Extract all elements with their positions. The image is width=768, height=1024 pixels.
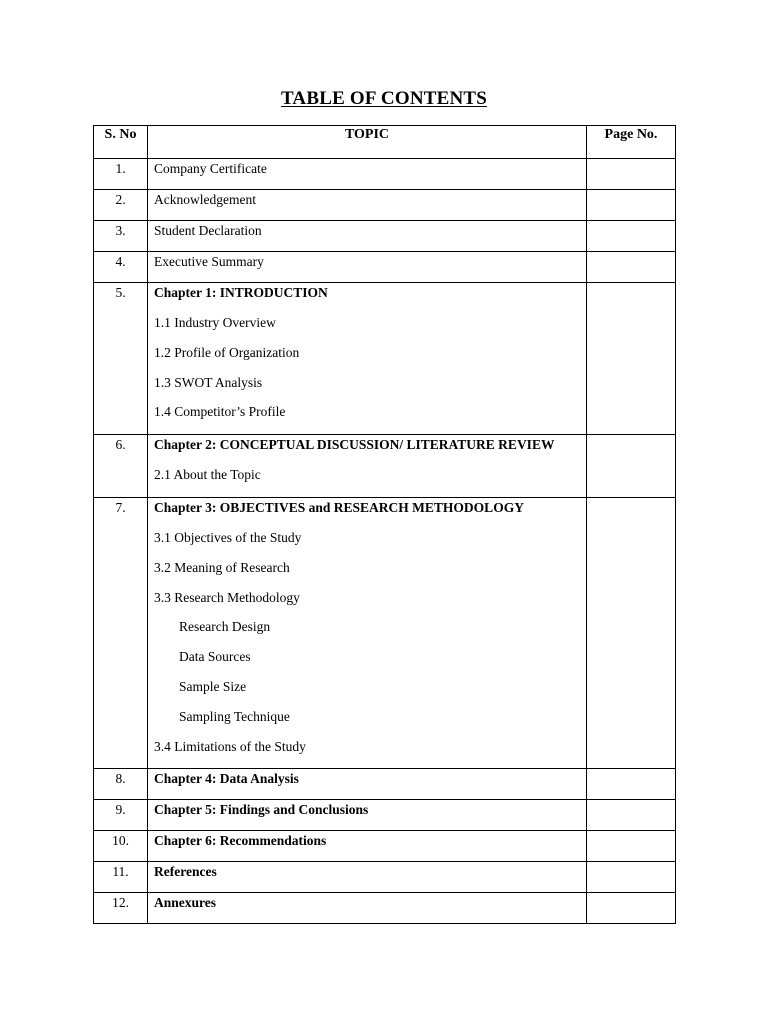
table-row xyxy=(94,769,676,800)
topic-cell xyxy=(148,190,587,221)
toc-body xyxy=(94,159,676,924)
serial-number: 2. xyxy=(94,190,148,221)
topic-item: 1.1 Industry Overview xyxy=(154,315,276,330)
topic-item: 1.2 Profile of Organization xyxy=(154,344,300,360)
page-number-cell xyxy=(587,159,676,190)
subtopic-item: Sample Size xyxy=(179,678,247,694)
page-number-cell xyxy=(587,893,676,924)
chapter-heading: Annexures xyxy=(154,895,217,911)
table-row xyxy=(94,831,676,862)
serial-number: 4. xyxy=(94,252,148,283)
serial-number: 5. xyxy=(94,283,148,435)
toc-header-row xyxy=(94,126,676,159)
topic-item: Executive Summary xyxy=(154,254,264,269)
topic-item: 1.4 Competitor’s Profile xyxy=(154,404,286,420)
page-number-cell xyxy=(587,862,676,893)
topic-cell xyxy=(148,862,587,893)
table-row xyxy=(94,497,676,768)
sno-header: S. No xyxy=(94,126,148,159)
topic-cell xyxy=(148,831,587,862)
page-number-cell xyxy=(587,221,676,252)
page-number-cell xyxy=(587,831,676,862)
table-row xyxy=(94,252,676,283)
chapter-heading: Chapter 6: Recommendations xyxy=(154,833,327,849)
topic-cell xyxy=(148,893,587,924)
topic-item: 3.1 Objectives of the Study xyxy=(154,529,302,545)
topic-cell xyxy=(148,283,587,435)
subtopic-item: Research Design xyxy=(179,619,271,635)
page-number-cell xyxy=(587,769,676,800)
serial-number: 3. xyxy=(94,221,148,252)
page-number-cell xyxy=(587,435,676,498)
table-row xyxy=(94,800,676,831)
topic-item: 3.2 Meaning of Research xyxy=(154,559,290,575)
table-row xyxy=(94,190,676,221)
topic-cell xyxy=(148,800,587,831)
serial-number: 6. xyxy=(94,435,148,498)
serial-number: 10. xyxy=(94,831,148,862)
topic-item: 3.3 Research Methodology xyxy=(154,589,300,605)
page-number-cell xyxy=(587,283,676,435)
serial-number: 1. xyxy=(94,159,148,190)
page-number-cell xyxy=(587,190,676,221)
topic-cell xyxy=(148,159,587,190)
topic-item: Company Certificate xyxy=(154,161,267,176)
chapter-heading: References xyxy=(154,864,217,880)
topic-item: 3.4 Limitations of the Study xyxy=(154,738,306,754)
subtopic-item: Data Sources xyxy=(179,649,251,665)
page-header: Page No. xyxy=(587,126,676,159)
table-row xyxy=(94,893,676,924)
topic-item: Acknowledgement xyxy=(154,192,256,207)
serial-number: 9. xyxy=(94,800,148,831)
chapter-heading: Chapter 4: Data Analysis xyxy=(154,771,299,787)
topic-cell xyxy=(148,497,587,768)
topic-cell xyxy=(148,435,587,498)
serial-number: 8. xyxy=(94,769,148,800)
serial-number: 11. xyxy=(94,862,148,893)
chapter-heading: Chapter 5: Findings and Conclusions xyxy=(154,802,369,818)
serial-number: 7. xyxy=(94,497,148,768)
page-number-cell xyxy=(587,497,676,768)
subtopic-item: Sampling Technique xyxy=(179,708,290,724)
table-row xyxy=(94,283,676,435)
topic-cell xyxy=(148,252,587,283)
page-number-cell xyxy=(587,800,676,831)
page-title: TABLE OF CONTENTS xyxy=(280,88,488,109)
table-row xyxy=(94,221,676,252)
topic-header: TOPIC xyxy=(148,126,587,159)
table-row xyxy=(94,862,676,893)
topic-item: 1.3 SWOT Analysis xyxy=(154,374,263,390)
topic-item: Student Declaration xyxy=(154,223,262,238)
table-row xyxy=(94,435,676,498)
table-row xyxy=(94,159,676,190)
topic-item: 2.1 About the Topic xyxy=(154,467,261,483)
page-number-cell xyxy=(587,252,676,283)
chapter-heading: Chapter 3: OBJECTIVES and RESEARCH METHODOLOGY xyxy=(154,499,524,515)
chapter-heading: Chapter 1: INTRODUCTION xyxy=(154,285,328,300)
toc-table xyxy=(93,125,676,924)
topic-cell xyxy=(148,221,587,252)
serial-number: 12. xyxy=(94,893,148,924)
topic-cell xyxy=(148,769,587,800)
chapter-heading: Chapter 2: CONCEPTUAL DISCUSSION/ LITERATURE REVIEW xyxy=(154,437,555,453)
